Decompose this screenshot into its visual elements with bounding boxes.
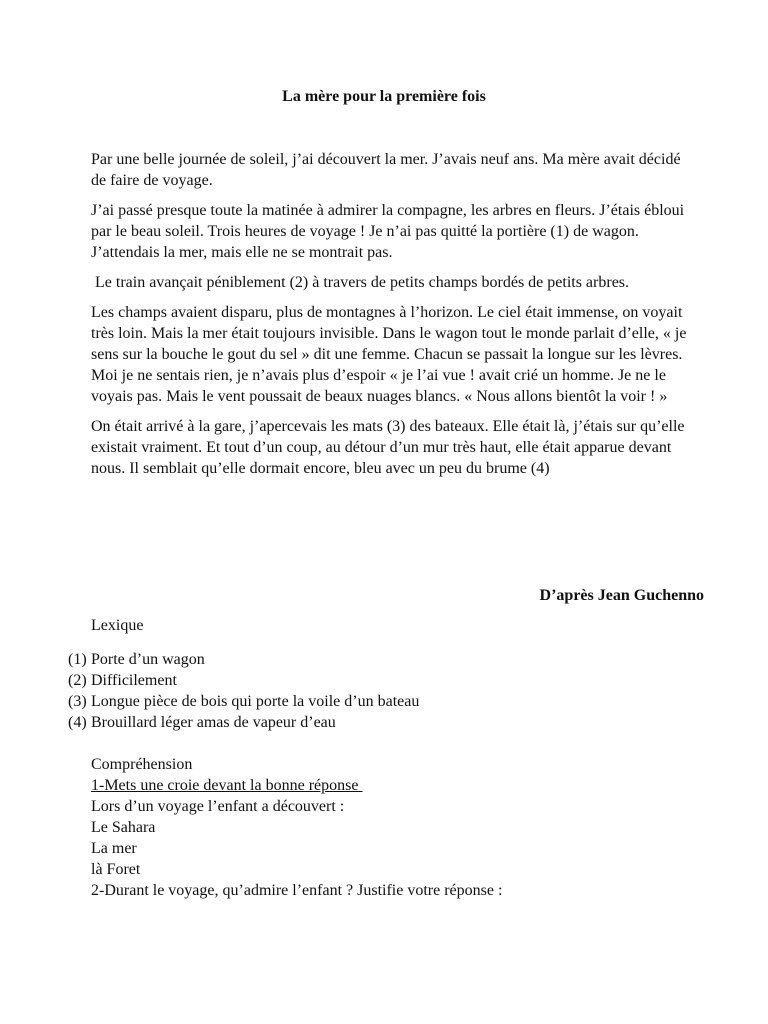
paragraph-4: Les champs avaient disparu, plus de montagnes à l’horizon. Le ciel était immense, on voyait très loin. Mais la mer était toujours invisible. Dans le wagon tout le monde parlait d’elle, « je sens sur la bouche le gout du sel » dit une femme. Chacun se passait la longue sur les lèvres. Moi je ne sentais rien, je n’avais plus d’espoir « je l’ai vue ! avait crié un homme. Je ne le voyais pas. Mais le vent poussait de beaux nuages blancs. « Nous allons bientôt la voir ! »	[91, 304, 687, 405]
lexique-definition: Brouillard léger amas de vapeur d’eau	[91, 714, 336, 731]
lexique-title: Lexique	[91, 617, 144, 634]
paragraph-3: Le train avançait péniblement (2) à travers de petits champs bordés de petits arbres.	[91, 274, 630, 291]
lexique-item	[68, 649, 419, 670]
lexique-definition: Longue pièce de bois qui porte la voile d’un bateau	[91, 693, 420, 710]
paragraph-2: J’ai passé presque toute la matinée à admirer la compagne, les arbres en fleurs. J’étais ébloui par le beau soleil. Trois heures de voyage ! Je n’ai pas quitté la portière (1) de wagon. J’attendais la mer, mais elle ne se montrait pas.	[91, 202, 685, 261]
comprehension-title: Compréhension	[91, 756, 193, 773]
story-text	[91, 149, 691, 488]
lexique-definition: Difficilement	[91, 672, 177, 689]
author-attribution: D’après Jean Guchenno	[539, 587, 704, 604]
lexique-item	[68, 670, 419, 691]
lexique-list	[68, 649, 419, 733]
lexique-item	[68, 712, 419, 733]
lexique-number: (3)	[68, 693, 87, 710]
lexique-number: (2)	[68, 672, 87, 689]
answer-option: Le Sahara	[91, 819, 156, 836]
lexique-number: (4)	[68, 714, 87, 731]
answer-option: La mer	[91, 840, 137, 857]
lexique-item	[68, 691, 419, 712]
paragraph-1: Par une belle journée de soleil, j’ai découvert la mer. J’avais neuf ans. Ma mère avait décidé de faire de voyage.	[91, 151, 681, 189]
question-1-prompt: Lors d’un voyage l’enfant a découvert :	[91, 798, 345, 815]
comprehension-section	[91, 754, 502, 901]
lexique-number: (1)	[68, 651, 87, 668]
answer-option: là Foret	[91, 861, 141, 878]
question-2: 2-Durant le voyage, qu’admire l’enfant ? Justifie votre réponse :	[91, 882, 503, 899]
question-1: 1-Mets une croie devant la bonne réponse	[91, 777, 363, 794]
lexique-definition: Porte d’un wagon	[91, 651, 205, 668]
paragraph-5: On était arrivé à la gare, j’apercevais les mats (3) des bateaux. Elle était là, j’étais sur qu’elle existait vraiment. Et tout d’un coup, au détour d’un mur très haut, elle était apparue devant nous. Il semblait qu’elle dormait encore, bleu avec un peu du brume (4)	[91, 418, 685, 477]
page-title: La mère pour la première fois	[282, 88, 486, 105]
